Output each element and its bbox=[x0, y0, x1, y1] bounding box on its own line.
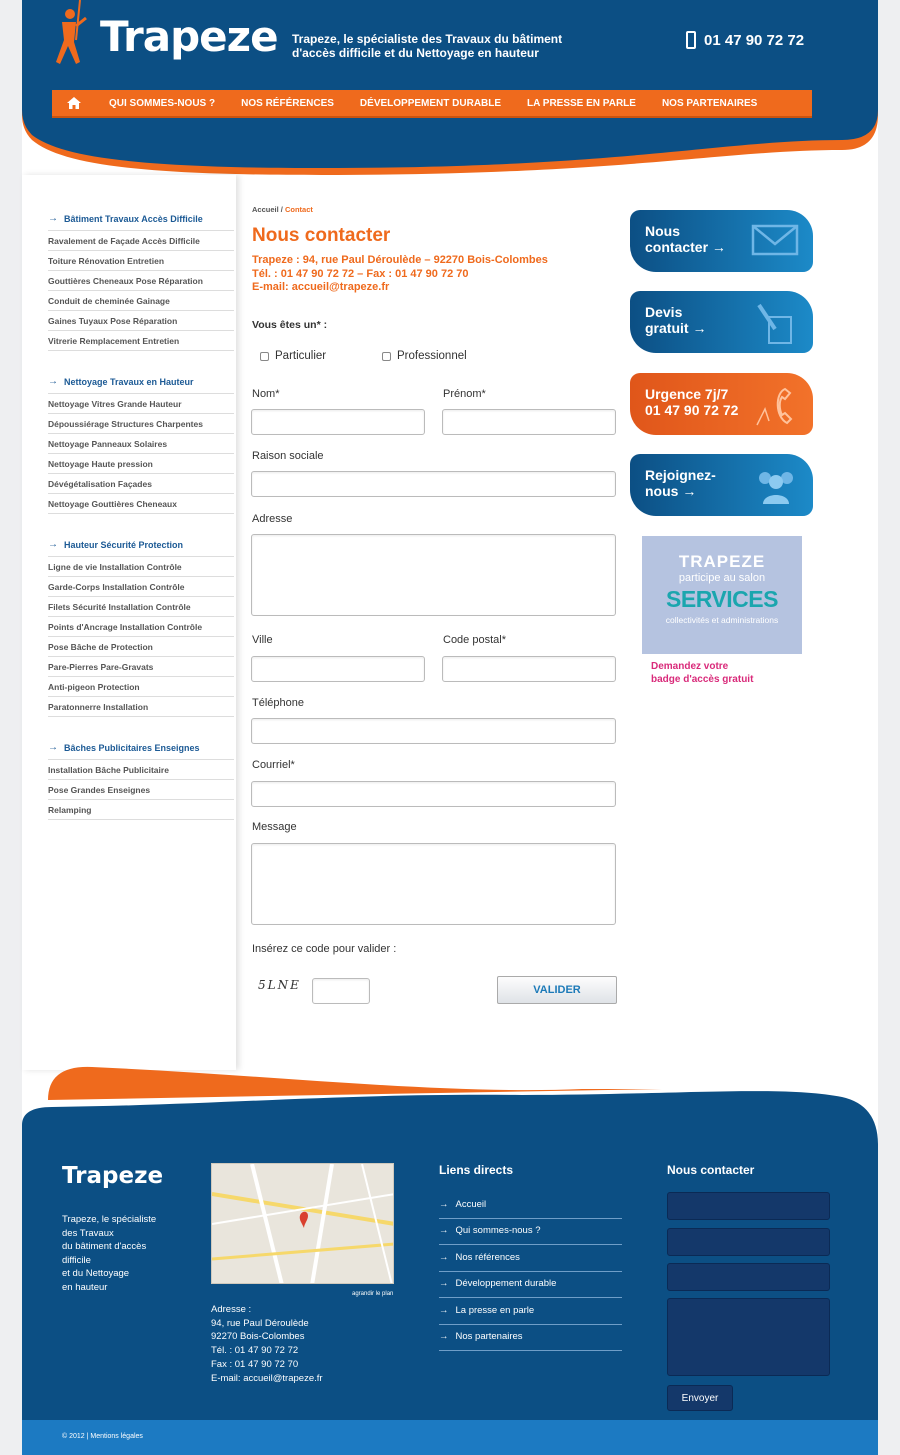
footer-links bbox=[439, 1192, 622, 1351]
prenom-label: Prénom* bbox=[443, 388, 486, 400]
cta-rejoignez-nous[interactable]: Rejoignez- nous → bbox=[630, 454, 813, 516]
cp-label: Code postal* bbox=[443, 634, 506, 646]
pen-document-icon bbox=[755, 303, 799, 345]
sidebar-category-title[interactable]: → Hauteur Sécurité Protection bbox=[48, 539, 234, 557]
footer-links-title: Liens directs bbox=[439, 1163, 514, 1177]
breadcrumb-home[interactable]: Accueil bbox=[252, 205, 279, 214]
header-phone[interactable] bbox=[686, 31, 804, 49]
arrow-right-icon: → bbox=[439, 1198, 449, 1210]
footer-logo[interactable]: Trapeze bbox=[62, 1163, 164, 1189]
footer-link[interactable]: → Nos partenaires bbox=[439, 1325, 622, 1352]
footer-link[interactable]: → Développement durable bbox=[439, 1272, 622, 1299]
nav-references[interactable]: NOS RÉFÉRENCES bbox=[241, 97, 334, 109]
sidebar-item[interactable]: Ligne de vie Installation Contrôle bbox=[48, 557, 234, 577]
footer-link[interactable]: → La presse en parle bbox=[439, 1298, 622, 1325]
cta-urgence[interactable]: Urgence 7j/7 01 47 90 72 72 bbox=[630, 373, 813, 435]
sidebar-item[interactable]: Nettoyage Panneaux Solaires bbox=[48, 434, 234, 454]
phone-number: 01 47 90 72 72 bbox=[704, 31, 805, 49]
sidebar-category bbox=[48, 742, 234, 820]
footer-phone-input[interactable] bbox=[667, 1263, 830, 1291]
telephone-icon bbox=[755, 385, 799, 427]
footer-message-textarea[interactable] bbox=[667, 1298, 830, 1376]
sidebar-category-title[interactable]: → Nettoyage Travaux en Hauteur bbox=[48, 376, 234, 394]
mobile-phone-icon bbox=[686, 31, 696, 49]
valider-button[interactable]: VALIDER bbox=[497, 976, 617, 1004]
cta-devis-gratuit[interactable]: Devis gratuit → bbox=[630, 291, 813, 353]
climber-icon bbox=[50, 0, 96, 76]
raison-label: Raison sociale bbox=[252, 450, 324, 462]
ville-label: Ville bbox=[252, 634, 273, 646]
logo[interactable] bbox=[50, 0, 280, 80]
footer bbox=[22, 1065, 878, 1455]
raison-input[interactable] bbox=[251, 471, 616, 497]
arrow-right-icon: → bbox=[439, 1225, 449, 1237]
breadcrumb-current: Contact bbox=[284, 205, 313, 214]
nav-presse[interactable]: LA PRESSE EN PARLE bbox=[527, 97, 636, 109]
sidebar-item[interactable]: Installation Bâche Publicitaire bbox=[48, 760, 234, 780]
nav-qui-sommes-nous[interactable]: QUI SOMMES-NOUS ? bbox=[109, 97, 216, 109]
adresse-textarea[interactable] bbox=[251, 534, 616, 616]
nav-home[interactable] bbox=[52, 89, 96, 117]
sidebar-item[interactable]: Garde-Corps Installation Contrôle bbox=[48, 577, 234, 597]
nav-developpement-durable[interactable]: DÉVELOPPEMENT DURABLE bbox=[359, 97, 502, 109]
footer-address: Adresse : 94, rue Paul Déroulède 92270 Bois-Colombes Tél. : 01 47 90 72 72 Fax : 01 47 90 72 70 E-mail: accueil@trapeze.fr bbox=[211, 1304, 323, 1384]
captcha-image: 5LNE bbox=[258, 978, 301, 992]
arrow-right-icon: → bbox=[439, 1278, 449, 1290]
tel-input[interactable] bbox=[251, 718, 616, 744]
nom-input[interactable] bbox=[251, 409, 425, 435]
adresse-label: Adresse bbox=[252, 513, 293, 525]
checkbox-box[interactable] bbox=[382, 352, 391, 361]
message-label: Message bbox=[252, 821, 297, 833]
footer-email-input[interactable] bbox=[667, 1228, 830, 1256]
sidebar-item[interactable]: Pose Bâche de Protection bbox=[48, 637, 234, 657]
arrow-right-icon: → bbox=[48, 376, 58, 387]
sidebar-category-title[interactable]: → Bâches Publicitaires Enseignes bbox=[48, 742, 234, 760]
promo-bottom: Demandez votre badge d'accès gratuit bbox=[651, 661, 754, 685]
sidebar-item[interactable]: Points d'Ancrage Installation Contrôle bbox=[48, 617, 234, 637]
footer-name-input[interactable] bbox=[667, 1192, 830, 1220]
footer-send-button[interactable]: Envoyer bbox=[667, 1385, 733, 1411]
sidebar-item[interactable]: Anti-pigeon Protection bbox=[48, 677, 234, 697]
sidebar-item[interactable]: Gaines Tuyaux Pose Réparation bbox=[48, 311, 234, 331]
sidebar-item[interactable]: Gouttières Cheneaux Pose Réparation bbox=[48, 271, 234, 291]
people-icon bbox=[753, 466, 799, 506]
page bbox=[22, 0, 878, 1455]
sidebar-item[interactable]: Pare-Pierres Pare-Gravats bbox=[48, 657, 234, 677]
tel-label: Téléphone bbox=[252, 697, 304, 709]
email-link[interactable]: E-mail: accueil@trapeze.fr bbox=[252, 281, 390, 293]
arrow-right-icon: → bbox=[48, 742, 58, 753]
nav-partenaires[interactable]: NOS PARTENAIRES bbox=[661, 97, 758, 109]
sidebar-item[interactable]: Filets Sécurité Installation Contrôle bbox=[48, 597, 234, 617]
prenom-input[interactable] bbox=[442, 409, 616, 435]
sidebar-item[interactable]: Vitrerie Remplacement Entretien bbox=[48, 331, 234, 351]
arrow-right-icon: → bbox=[439, 1251, 449, 1263]
customer-type-label: Vous êtes un* : bbox=[252, 319, 328, 331]
header-tagline: Trapeze, le spécialiste des Travaux du bâtiment d'accès difficile et du Nettoyage en hauteur bbox=[292, 32, 563, 60]
sidebar-category bbox=[48, 376, 234, 514]
checkbox-box[interactable] bbox=[260, 352, 269, 361]
header bbox=[22, 0, 878, 180]
page-title: Nous contacter bbox=[252, 225, 391, 246]
sidebar-item[interactable]: Dévégétalisation Façades bbox=[48, 474, 234, 494]
footer-copyright[interactable]: © 2012 | Mentions légales bbox=[62, 1433, 143, 1440]
arrow-right-icon: → bbox=[439, 1304, 449, 1316]
sidebar-item[interactable]: Dépoussiérage Structures Charpentes bbox=[48, 414, 234, 434]
map-image bbox=[212, 1164, 394, 1284]
sidebar-item[interactable]: Paratonnerre Installation bbox=[48, 697, 234, 717]
sidebar-item[interactable]: Conduit de cheminée Gainage bbox=[48, 291, 234, 311]
sidebar-item[interactable]: Nettoyage Vitres Grande Hauteur bbox=[48, 394, 234, 414]
courriel-label: Courriel* bbox=[252, 759, 295, 771]
promo-top: TRAPEZE participe au salon SERVICES collectivités et administrations bbox=[642, 536, 802, 654]
footer-tagline: Trapeze, le spécialiste des Travaux du bâtiment d'accès difficile et du Nettoyage en hauteur bbox=[62, 1214, 157, 1293]
logo-text: Trapeze bbox=[100, 12, 278, 61]
sidebar-category bbox=[48, 213, 234, 351]
ville-input[interactable] bbox=[251, 656, 425, 682]
sidebar-item[interactable]: Pose Grandes Enseignes bbox=[48, 780, 234, 800]
arrow-right-icon: → bbox=[48, 213, 58, 224]
sidebar bbox=[22, 175, 236, 1070]
breadcrumb: Accueil / Contact bbox=[252, 205, 313, 214]
contact-address: Trapeze : 94, rue Paul Déroulède – 92270 Bois-Colombes Tél. : 01 47 90 72 72 – Fax : 01 47 90 72 70 E-mail: accueil@trapeze.fr bbox=[252, 254, 622, 295]
sidebar-item[interactable]: Toiture Rénovation Entretien bbox=[48, 251, 234, 271]
sidebar-item[interactable]: Nettoyage Gouttières Cheneaux bbox=[48, 494, 234, 514]
courriel-input[interactable] bbox=[251, 781, 616, 807]
sidebar-item[interactable]: Relamping bbox=[48, 800, 234, 820]
checkbox-particulier[interactable]: Particulier bbox=[260, 350, 326, 362]
arrow-right-icon: → bbox=[48, 539, 58, 550]
cta-nous-contacter[interactable]: Nous contacter → bbox=[630, 210, 813, 272]
home-icon bbox=[67, 97, 81, 109]
captcha-label: Insérez ce code pour valider : bbox=[252, 943, 397, 955]
message-textarea[interactable] bbox=[251, 843, 616, 925]
main-nav bbox=[52, 90, 812, 118]
checkbox-professionnel[interactable]: Professionnel bbox=[382, 350, 467, 362]
salon-promo-banner[interactable] bbox=[642, 536, 802, 694]
footer-link[interactable]: → Accueil bbox=[439, 1192, 622, 1219]
map-enlarge-link[interactable]: agrandir le plan bbox=[352, 1291, 394, 1297]
footer-contact-title: Nous contacter bbox=[667, 1163, 755, 1177]
footer-map[interactable] bbox=[211, 1163, 394, 1284]
arrow-right-icon: → bbox=[439, 1331, 449, 1343]
cp-input[interactable] bbox=[442, 656, 616, 682]
main-content bbox=[252, 205, 622, 295]
sidebar-item[interactable]: Nettoyage Haute pression bbox=[48, 454, 234, 474]
footer-link[interactable]: → Qui sommes-nous ? bbox=[439, 1219, 622, 1246]
captcha-input[interactable] bbox=[312, 978, 370, 1004]
sidebar-item[interactable]: Ravalement de Façade Accès Difficile bbox=[48, 231, 234, 251]
envelope-icon bbox=[751, 222, 799, 258]
sidebar-category bbox=[48, 539, 234, 717]
sidebar-category-title[interactable]: → Bâtiment Travaux Accès Difficile bbox=[48, 213, 234, 231]
footer-link[interactable]: → Nos références bbox=[439, 1245, 622, 1272]
nom-label: Nom* bbox=[252, 388, 280, 400]
